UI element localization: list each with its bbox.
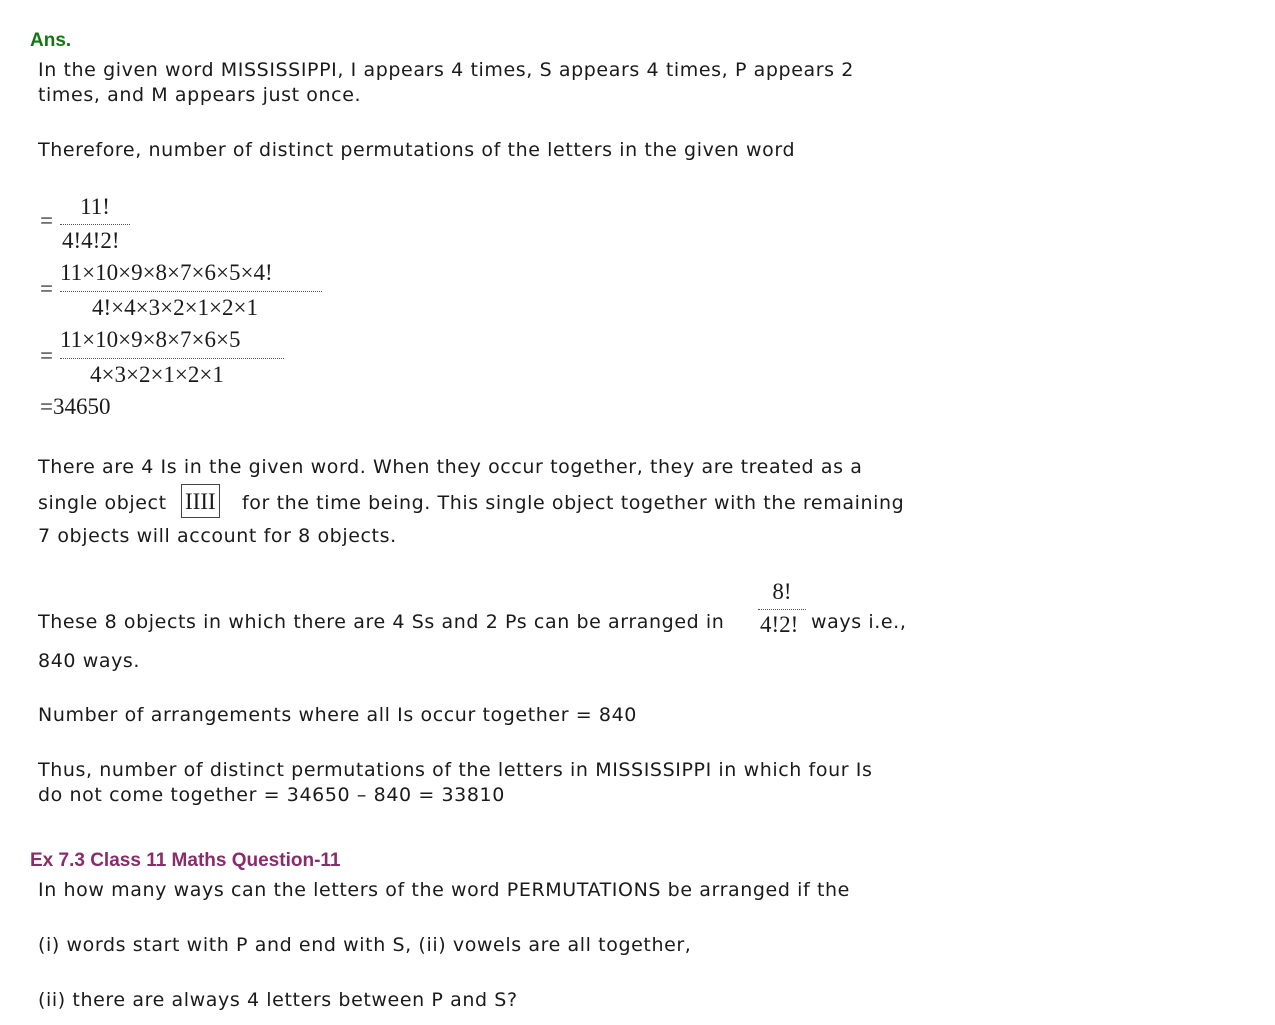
together-count: Number of arrangements where all Is occur together = 840 [38, 704, 637, 726]
therefore-line: Therefore, number of distinct permutations of the letters in the given word [38, 139, 796, 161]
together-line-2-pre: single object [38, 492, 167, 514]
fraction-1-numerator: 11! [80, 194, 110, 219]
arrange-fraction-bar [758, 609, 806, 610]
intro-line-1: In the given word MISSISSIPPI, I appears 4 times, S appears 4 times, P appears 2 [38, 59, 854, 81]
together-line-1: There are 4 Is in the given word. When they occur together, they are treated as a [38, 456, 863, 478]
question-heading: Ex 7.3 Class 11 Maths Question-11 [30, 850, 341, 871]
calculation-result: =34650 [40, 394, 111, 419]
arrange-text: These 8 objects in which there are 4 Ss and 2 Ps can be arranged in [38, 611, 725, 633]
arrange-fraction-denominator: 4!2! [760, 612, 799, 637]
fraction-2-bar [60, 291, 322, 292]
answer-heading: Ans. [30, 30, 72, 51]
intro-line-2: times, and M appears just once. [38, 84, 362, 106]
arrange-line-2: 840 ways. [38, 650, 141, 672]
boxed-iiii: IIII [181, 484, 220, 518]
together-line-3: 7 objects will account for 8 objects. [38, 525, 397, 547]
equals-sign: = [40, 276, 53, 301]
arrange-post: ways i.e., [811, 611, 907, 633]
question-line-3: (ii) there are always 4 letters between P and S? [38, 989, 518, 1011]
equals-sign: = [40, 343, 53, 368]
fraction-3-bar [60, 358, 284, 359]
together-line-2-post: for the time being. This single object together with the remaining [242, 492, 905, 514]
fraction-3-denominator: 4×3×2×1×2×1 [90, 362, 224, 387]
fraction-1-denominator: 4!4!2! [62, 228, 120, 253]
thus-line-1: Thus, number of distinct permutations of the letters in MISSISSIPPI in which four Is [38, 759, 873, 781]
thus-line-2: do not come together = 34650 – 840 = 33810 [38, 784, 505, 806]
question-line-1: In how many ways can the letters of the word PERMUTATIONS be arranged if the [38, 879, 850, 901]
arrange-fraction-numerator: 8! [772, 579, 792, 604]
fraction-3-numerator: 11×10×9×8×7×6×5 [60, 327, 241, 352]
fraction-2-denominator: 4!×4×3×2×1×2×1 [92, 295, 258, 320]
equals-sign: = [40, 208, 53, 233]
fraction-1-bar [60, 224, 130, 225]
fraction-2-numerator: 11×10×9×8×7×6×5×4! [60, 260, 273, 285]
question-line-2: (i) words start with P and end with S, (ii) vowels are all together, [38, 934, 692, 956]
